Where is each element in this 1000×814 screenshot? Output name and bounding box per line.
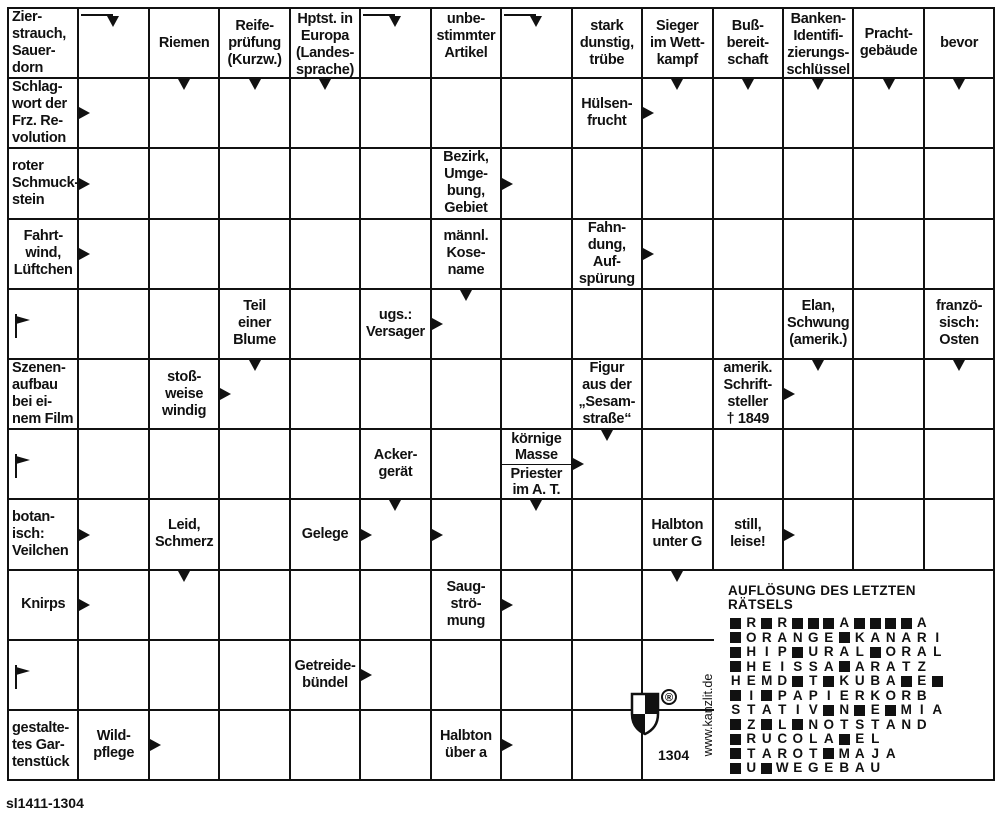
solution-letter: A [761, 702, 772, 717]
solution-row [728, 689, 945, 704]
solution-letter: A [792, 687, 803, 703]
solution-block [823, 618, 834, 629]
clue-c7-2: Leid, Schmerz [154, 517, 214, 551]
arrow-right-icon [220, 388, 231, 400]
solution-letter: E [839, 687, 849, 703]
clue-c7-0: botan- isch: Veilchen [12, 508, 69, 559]
solution-letter: O [885, 644, 896, 659]
solution-letter: U [870, 760, 881, 775]
grid-line-v [430, 7, 432, 781]
solution-letter: S [731, 702, 741, 717]
clue-c7-4: Gelege [301, 525, 349, 542]
arrow-down-icon [319, 79, 331, 90]
solution-block [901, 676, 912, 687]
clue-c10-0: gestalte- tes Gar- tenstück [12, 719, 70, 770]
arrow-down-icon [671, 79, 683, 90]
puzzle-number: 1304 [658, 747, 690, 763]
arrow-down-icon [953, 360, 965, 371]
clue-c7-9: Halbton unter G [651, 517, 704, 551]
solution-letter: R [746, 615, 757, 630]
clue-c4-11: Elan, Schwung (amerik.) [786, 298, 850, 349]
solution-letter: E [762, 658, 772, 674]
clue-c2-0: roter Schmuck- stein [12, 157, 79, 208]
solution-letter: I [780, 658, 785, 674]
solution-letter: A [823, 658, 834, 674]
solution-block [885, 705, 896, 716]
solution-letter: L [809, 731, 818, 746]
solution-row [728, 747, 945, 762]
arrow-down-icon [460, 290, 472, 301]
grid-line-h [7, 639, 714, 641]
solution-letter: A [885, 745, 896, 761]
grid-line-h [7, 147, 995, 149]
clue-c3-6: männl. Kose- name [443, 228, 489, 279]
arrow-right-icon [784, 529, 795, 541]
solution-letter: A [854, 658, 865, 674]
solution-letter: D [916, 716, 927, 732]
solution-letter: O [885, 687, 896, 703]
solution-letter: T [809, 673, 818, 688]
clue-c6-7b: Priester im A. T. [510, 465, 563, 498]
solution-row [728, 631, 945, 646]
arrow-down-icon [530, 16, 542, 27]
solution-row [728, 674, 945, 689]
arrow-right-icon [573, 458, 584, 470]
solution-letter: T [809, 745, 818, 761]
solution-letter: Z [747, 716, 756, 732]
flag-icon [14, 452, 36, 478]
solution-block [730, 734, 741, 745]
clue-c0-2: Riemen [158, 34, 210, 51]
solution-letter: W [775, 760, 789, 775]
solution-letter: R [777, 745, 788, 761]
solution-letter: O [745, 629, 757, 645]
solution-letter: N [839, 702, 850, 717]
solution-letter: M [838, 745, 850, 761]
solution-block [792, 618, 803, 629]
solution-letter: A [916, 644, 927, 659]
arrow-down-icon [812, 360, 824, 371]
solution-letter: B [839, 760, 850, 775]
solution-letter: V [808, 702, 818, 717]
solution-block [885, 618, 896, 629]
solution-letter: K [854, 629, 865, 645]
solution-rows [728, 616, 945, 776]
clue-c5-0: Szenen- aufbau bei ei- nem Film [12, 360, 74, 428]
split-line [501, 464, 571, 466]
solution-letter: A [916, 615, 927, 630]
arrow-down-icon [389, 500, 401, 511]
solution-letter: U [808, 644, 819, 659]
solution-title: AUFLÖSUNG DES LETZTEN RÄTSELS [728, 583, 916, 612]
solution-row [728, 732, 945, 747]
solution-letter: G [807, 629, 819, 645]
clue-c7-10: still, leise! [730, 517, 766, 551]
solution-letter: M [900, 702, 912, 717]
solution-letter: R [870, 658, 881, 674]
solution-block [839, 734, 850, 745]
flag-icon [14, 663, 36, 689]
solution-block [839, 632, 850, 643]
solution-letter: I [826, 687, 831, 703]
clue-c3-0: Fahrt- wind, Lüftchen [13, 228, 73, 279]
clue-c5-8: Figur aus der „Sesam- straße“ [578, 360, 636, 428]
clue-c1-8: Hülsen- frucht [581, 96, 633, 130]
clue-c10-1: Wild- pflege [93, 728, 135, 762]
arrow-right-icon [79, 107, 90, 119]
solution-block [792, 719, 803, 730]
solution-letter: R [901, 644, 912, 659]
arrow-down-icon [249, 360, 261, 371]
solution-letter: R [916, 629, 927, 645]
solution-letter: I [935, 629, 940, 645]
solution-letter: A [932, 702, 943, 717]
solution-letter: T [747, 702, 756, 717]
solution-block [730, 618, 741, 629]
solution-letter: A [885, 716, 896, 732]
solution-letter: A [823, 731, 834, 746]
solution-letter: P [777, 687, 787, 703]
clue-c0-8: stark dunstig, trübe [579, 17, 634, 68]
arrow-right-icon [784, 388, 795, 400]
arrow-down-icon [178, 79, 190, 90]
clue-c4-3: Teil einer Blume [233, 298, 276, 349]
solution-letter: E [917, 673, 927, 688]
solution-letter: R [901, 687, 912, 703]
solution-letter: H [746, 658, 757, 674]
solution-letter: J [871, 745, 879, 761]
arrow-right-icon [361, 529, 372, 541]
solution-letter: H [730, 673, 741, 688]
solution-letter: I [764, 644, 769, 659]
arrow-right-icon [432, 318, 443, 330]
solution-letter: R [761, 629, 772, 645]
solution-letter: E [870, 702, 880, 717]
solution-block [901, 618, 912, 629]
arrow-down-icon [530, 500, 542, 511]
solution-row [728, 616, 945, 631]
arrow-right-icon [432, 529, 443, 541]
solution-block [808, 618, 819, 629]
clue-c0-13: bevor [940, 34, 979, 51]
solution-letter: S [855, 716, 865, 732]
registered-mark: ® [664, 692, 674, 704]
clue-c0-0: Zier- strauch, Sauer- dorn [12, 9, 67, 77]
solution-row [728, 718, 945, 733]
clue-c6-5: Acker- gerät [373, 447, 418, 481]
clue-c2-6: Bezirk, Umge- bung, Gebiet [443, 149, 489, 217]
solution-letter: I [795, 702, 800, 717]
solution-letter: S [793, 658, 803, 674]
solution-block [730, 763, 741, 774]
solution-letter: E [824, 629, 834, 645]
arrow-right-icon [502, 739, 513, 751]
solution-letter: R [854, 687, 865, 703]
solution-letter: R [777, 615, 788, 630]
solution-letter: C [777, 731, 788, 746]
arrow-down-icon [883, 79, 895, 90]
solution-block [730, 647, 741, 658]
clue-c10-6: Halbton über a [439, 728, 492, 762]
solution-letter: A [839, 644, 850, 659]
solution-letter: K [839, 673, 850, 688]
clue-c4-13: franzö- sisch: Osten [935, 298, 983, 349]
clue-c0-9: Sieger im Wett- kampf [650, 17, 705, 68]
grid-border-bottom [7, 779, 995, 781]
arrow-down-icon [249, 79, 261, 90]
solution-letter: M [761, 673, 773, 688]
solution-letter: P [777, 644, 787, 659]
solution-letter: R [746, 731, 757, 746]
solution-block [823, 748, 834, 759]
clue-c6-7a: körnige Masse [511, 430, 562, 463]
solution-letter: A [839, 615, 850, 630]
arrow-right-icon [643, 107, 654, 119]
solution-letter: I [749, 687, 754, 703]
solution-letter: O [792, 745, 803, 761]
solution-row [728, 761, 945, 776]
solution-letter: T [778, 702, 787, 717]
solution-letter: L [778, 716, 787, 732]
solution-letter: A [870, 629, 881, 645]
solution-block [730, 719, 741, 730]
solution-block [761, 618, 772, 629]
solution-letter: S [808, 658, 818, 674]
solution-letter: N [885, 629, 896, 645]
arrow-down-icon [742, 79, 754, 90]
solution-letter: E [824, 760, 834, 775]
solution-row [728, 660, 945, 675]
solution-letter: N [901, 716, 912, 732]
flag-icon [14, 312, 36, 338]
arrow-down-icon [812, 79, 824, 90]
grid-line-h [7, 218, 995, 220]
solution-letter: H [746, 644, 757, 659]
clue-c1-0: Schlag- wort der Frz. Re- volution [12, 79, 67, 147]
clue-c0-10: Buß- bereit- schaft [726, 17, 769, 68]
website-label: www.kanzlit.de [701, 673, 715, 757]
solution-letter: T [871, 716, 880, 732]
clue-c0-12: Pracht- gebäude [859, 26, 918, 60]
arrow-right-icon [643, 248, 654, 260]
grid-border-right [993, 7, 995, 781]
solution-panel [716, 576, 984, 776]
solution-block [730, 748, 741, 759]
clue-c8-6: Saug- strö- mung [446, 579, 486, 630]
solution-letter: O [792, 731, 803, 746]
solution-row [728, 645, 945, 660]
solution-letter: I [919, 702, 924, 717]
solution-letter: U [854, 673, 865, 688]
solution-letter: P [808, 687, 818, 703]
solution-block [761, 763, 772, 774]
solution-letter: K [870, 687, 881, 703]
solution-letter: U [746, 760, 757, 775]
clue-c5-2: stoß- weise windig [162, 368, 207, 419]
solution-block [854, 705, 865, 716]
solution-block [870, 647, 881, 658]
shield-icon [628, 688, 690, 736]
solution-letter: U [761, 731, 772, 746]
solution-letter: E [855, 731, 865, 746]
solution-letter: N [808, 716, 819, 732]
solution-letter: T [902, 658, 911, 674]
clue-c3-8: Fahn- dung, Auf- spürung [578, 219, 635, 287]
solution-block [730, 690, 741, 701]
arrow-right-icon [79, 178, 90, 190]
solution-block [854, 618, 865, 629]
clue-c0-4: Hptst. in Europa (Landes- sprache) [295, 11, 355, 78]
solution-block [823, 705, 834, 716]
solution-block [730, 661, 741, 672]
arrow-right-icon [79, 529, 90, 541]
solution-letter: L [871, 731, 880, 746]
clue-c0-3: Reife- prüfung (Kurzw.) [227, 17, 282, 68]
arrow-right-icon [502, 599, 513, 611]
solution-letter: O [823, 716, 834, 732]
solution-block [792, 647, 803, 658]
solution-block [761, 690, 772, 701]
clue-c8-0: Knirps [21, 596, 66, 613]
solution-letter: R [823, 644, 834, 659]
solution-letter: G [807, 760, 819, 775]
solution-block [823, 676, 834, 687]
solution-block [839, 661, 850, 672]
solution-letter: E [793, 760, 803, 775]
solution-letter: B [916, 687, 927, 703]
puzzle-code: sl1411-1304 [6, 795, 84, 811]
arrow-down-icon [953, 79, 965, 90]
solution-block [761, 719, 772, 730]
arrow-right-icon [361, 669, 372, 681]
solution-letter: L [855, 644, 864, 659]
clue-c5-10: amerik. Schrift- steller † 1849 [723, 360, 773, 428]
solution-block [792, 676, 803, 687]
solution-letter: Z [917, 658, 926, 674]
arrow-down-icon [107, 16, 119, 27]
arrow-right-icon [79, 248, 90, 260]
solution-letter: L [933, 644, 942, 659]
solution-letter: A [901, 629, 912, 645]
arrow-right-icon [79, 599, 90, 611]
clue-c9-4: Getreide- bündel [294, 657, 356, 691]
clue-c0-11: Banken- Identifi- zierungs- schlüssel [786, 11, 850, 78]
grid-line-v [500, 7, 502, 781]
arrow-down-icon [671, 571, 683, 582]
solution-row [728, 703, 945, 718]
arrow-right-icon [502, 178, 513, 190]
solution-letter: A [854, 745, 865, 761]
solution-letter: A [885, 673, 896, 688]
solution-letter: A [885, 658, 896, 674]
arrow-down-icon [178, 571, 190, 582]
solution-letter: T [747, 745, 756, 761]
clue-c4-5: ugs.: Versager [366, 306, 425, 340]
solution-letter: T [840, 716, 849, 732]
solution-letter: E [746, 673, 756, 688]
solution-letter: A [777, 629, 788, 645]
solution-letter: A [761, 745, 772, 761]
solution-letter: A [854, 760, 865, 775]
solution-block [932, 676, 943, 687]
arrow-down-icon [601, 430, 613, 441]
solution-letter: D [777, 673, 788, 688]
clue-c0-6: unbe- stimmter Artikel [436, 11, 496, 61]
publisher-logo [628, 688, 690, 741]
arrow-right-icon [150, 739, 161, 751]
solution-letter: N [792, 629, 803, 645]
solution-letter: B [870, 673, 881, 688]
solution-block [870, 618, 881, 629]
solution-block [730, 632, 741, 643]
arrow-down-icon [389, 16, 401, 27]
